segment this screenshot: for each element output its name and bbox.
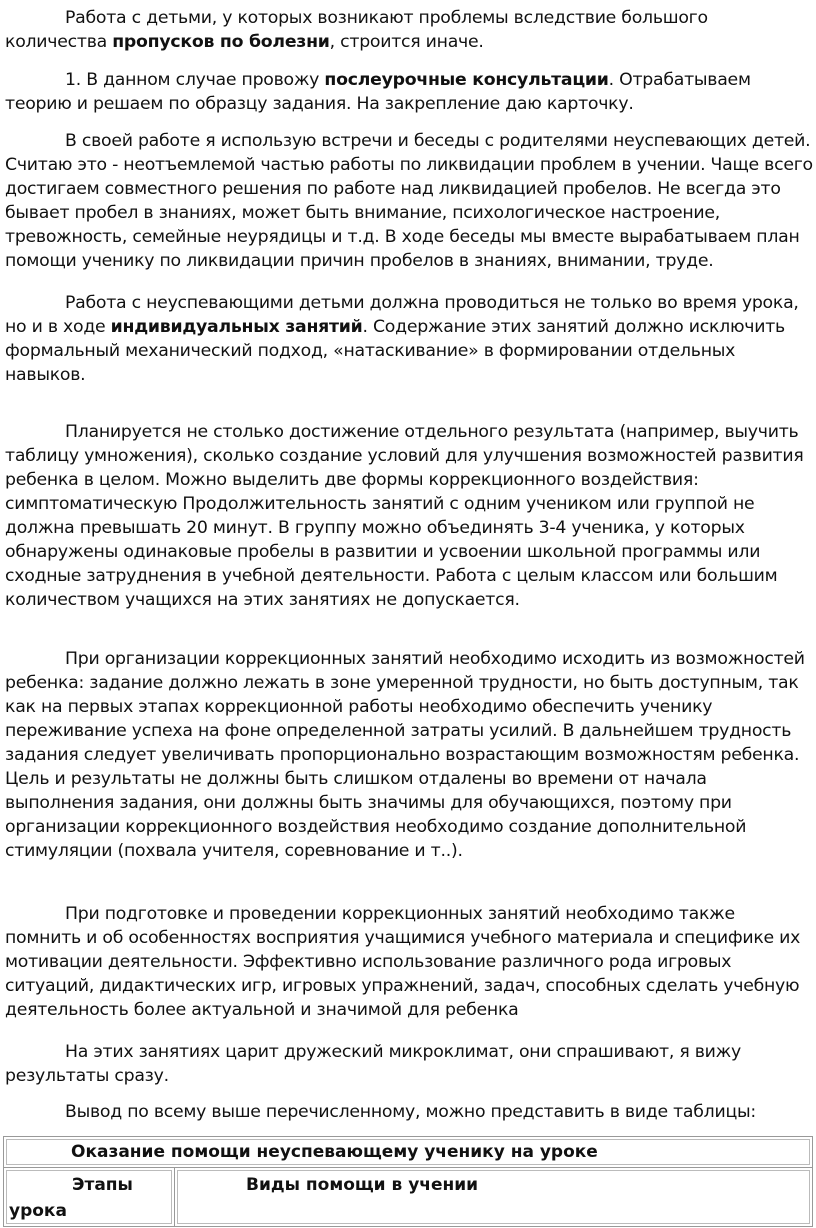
help-table xyxy=(3,1136,813,1227)
paragraph-1: Работа с детьми, у которых возникают проблемы вследствие большого количества пропусков по болезни, строится иначе. xyxy=(5,8,708,52)
col1-line1: Этапы xyxy=(72,1175,133,1195)
paragraph-4: Работа с неуспевающими детьми должна проводиться не только во время урока, но и в ходе индивидуальных занятий. Содержание этих занятий должно исключить формальный механический подход, «натаскивание» в формировании отдельных навыков. xyxy=(5,293,799,385)
paragraph-6: При организации коррекционных занятий необходимо исходить из возможностей ребенка: задание должно лежать в зоне умеренной трудности, но быть доступным, так как на первых этапах коррекционной работы необходимо обеспечить ученику переживание успеха на фоне определенной затраты усилий. В дальнейшем трудность задания следует увеличивать пропорционально возрастающим возможностям ребенка. Цель и результаты не должны быть слишком отдалены во времени от начала выполнения задания, они должны быть значимы для обучающихся, поэтому при организации коррекционного воздействия необходимо создание дополнительной стимуляции (похвала учителя, соревнование и т..). xyxy=(5,649,805,861)
table-title: Оказание помощи неуспевающему ученику на уроке xyxy=(71,1142,598,1162)
paragraph-3: В своей работе я использую встречи и беседы с родителями неуспевающих детей. Считаю это - неотъемлемой частью работы по ликвидации проблем в учении. Чаще всего достигаем совместного решения по работе над ликвидацией пробелов. Не всегда это бывает пробел в знаниях, может быть внимание, психологическое настроение, тревожность, семейные неурядицы и т.д. В ходе беседы мы вместе вырабатываем план помощи ученику по ликвидации причин пробелов в знаниях, внимании, труде. xyxy=(5,131,813,271)
table-header-stages xyxy=(4,1168,175,1227)
paragraph-5: Планируется не столько достижение отдельного результата (например, выучить таблицу умножения), сколько создание условий для улучшения возможностей развития ребенка в целом. Можно выделить две формы коррекционного воздействия: симптоматическую Продолжительность занятий с одним учеником или группой не должна превышать 20 минут. В группу можно объединять 3-4 ученика, у которых обнаружены одинаковые пробелы в развитии и усвоении школьной программы или сходные затруднения в учебной деятельности. Работа с целым классом или большим количеством учащихся на этих занятиях не допускается. xyxy=(5,422,804,610)
paragraph-9: Вывод по всему выше перечисленному, можно представить в виде таблицы: xyxy=(65,1102,756,1122)
paragraph-2: 1. В данном случае провожу послеурочные консультации. Отрабатываем теорию и решаем по образцу задания. На закрепление даю карточку. xyxy=(5,70,751,114)
paragraph-7: При подготовке и проведении коррекционных занятий необходимо также помнить и об особенностях восприятия учащимися учебного материала и специфике их мотивации деятельности. Эффективно использование различного рода игровых ситуаций, дидактических игр, игровых упражнений, задач, способных сделать учебную деятельность более актуальной и значимой для ребенка xyxy=(5,904,801,1020)
col2-header: Виды помощи в учении xyxy=(246,1175,479,1195)
table-title-cell xyxy=(4,1137,813,1168)
col1-line2: урока xyxy=(9,1201,67,1221)
table-header-help-types xyxy=(175,1168,813,1227)
paragraph-8: На этих занятиях царит дружеский микроклимат, они спрашивают, я вижу результаты сразу. xyxy=(5,1042,741,1086)
